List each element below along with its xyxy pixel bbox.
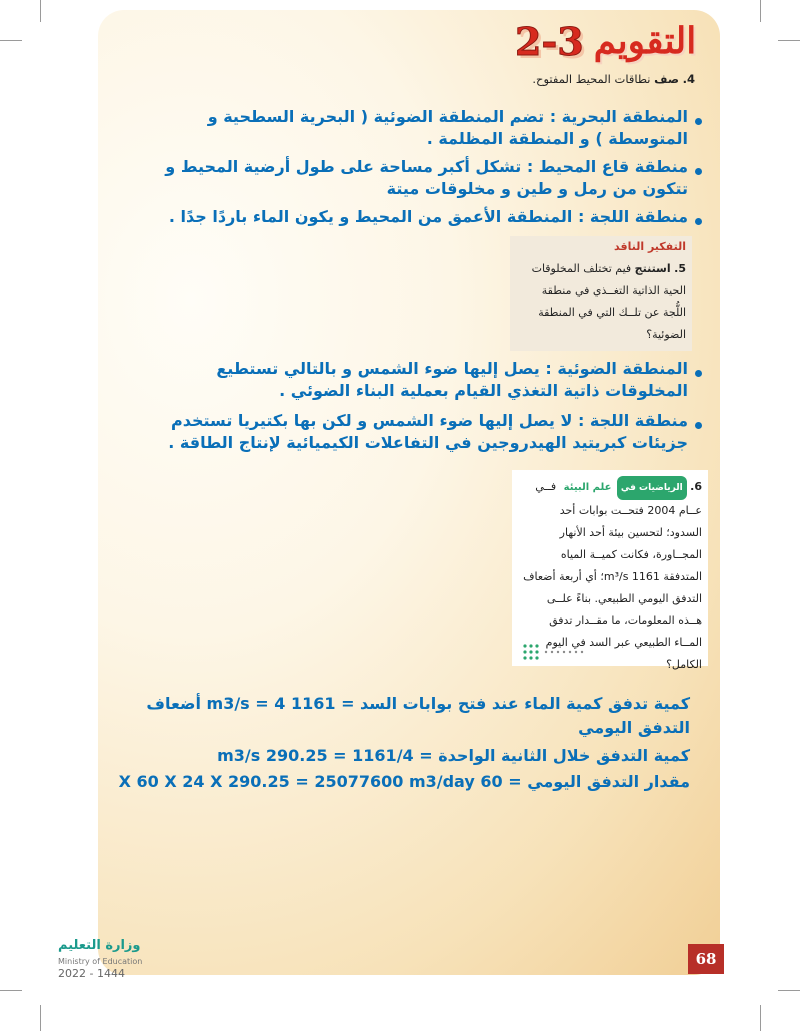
critical-thinking-question (516, 258, 686, 346)
title-word: التقويم (593, 20, 697, 62)
question-text: فيم تختلف المخلوقات الحية الذاتية التغــذي في منطقة اللُّجة عن تلــك التي في المنطقة الضوئية؟ (531, 262, 686, 341)
crop-mark (778, 990, 800, 991)
answer-item: منطقة قاع المحيط : تشكل أكبر مساحة على طول أرضية المحيط و تتكون من رمل و طين و مخلوقات ميتة (165, 157, 688, 198)
critical-thinking-heading: التفكير الناقد (614, 240, 686, 253)
question-number: 5. (674, 262, 686, 275)
calculation-line: كمية تدفق كمية الماء عند فتح بوابات السد = 1161 m3/s = 4 أضعاف التدفق اليومي (146, 694, 690, 737)
answer-item: المنطقة الضوئية : يصل إليها ضوء الشمس و بالتالي تستطيع المخلوقات ذاتية التغذي القيام بعملية البناء الضوئي . (216, 359, 688, 400)
answer-item: منطقة اللجة : لا يصل إليها ضوء الشمس و لكن بها بكتيريا تستخدم جزيئات كبريتيد الهيدروجين في التفاعلات الكيميائية لإنتاج الطاقة . (168, 411, 688, 452)
answer-item: المنطقة البحرية : تضم المنطقة الضوئية ( البحرية السطحية و المتوسطة ) و المنطقة المظلمة . (207, 107, 688, 148)
question-keyword: استنتج (634, 262, 671, 275)
section-title (515, 16, 696, 66)
question-number: 4. (682, 72, 695, 86)
question-keyword: صف (654, 72, 679, 86)
bullet (695, 218, 702, 225)
page-number: 68 (688, 944, 724, 974)
edition-year: 2022 - 1444 (58, 967, 125, 980)
bullet (695, 168, 702, 175)
crop-mark (40, 1005, 41, 1031)
calculation-line: كمية التدفق خلال الثانية الواحدة = 1161/4 = 290.25 m3/s (217, 746, 690, 765)
crop-mark (0, 990, 22, 991)
question-4 (532, 72, 695, 86)
calculation-line: مقدار التدفق اليومي = 60 X 60 X 24 X 290.25 = 25077600 m3/day (118, 772, 690, 791)
crop-mark (0, 40, 22, 41)
crop-mark (40, 0, 41, 22)
crop-mark (778, 40, 800, 41)
math-badge: الرياضيات في (617, 476, 687, 500)
ministry-logo-english: Ministry of Education (58, 957, 143, 966)
decorative-dots (520, 640, 590, 662)
bullet (695, 370, 702, 377)
question-number: 6. (690, 480, 702, 493)
math-question-box (512, 470, 708, 671)
answer-item: منطقة اللجة : المنطقة الأعمق من المحيط و يكون الماء باردًا جدًا . (168, 207, 688, 226)
math-badge-label: علم البيئة (563, 482, 612, 493)
question-text: نطاقات المحيط المفتوح. (532, 72, 651, 86)
bullet (695, 118, 702, 125)
question-text: فــي عــام 2004 فتحــت بوابات أحد السدود؛ لتحسين بيئة أحد الأنهار المجــاورة، فكانت كميــة المياه المتدفقة 1161 m³/s؛ أي أربعة أضعاف التدفق اليومي الطبيعي. بناءً علــى هــذه المعلومات، ما مقــدار تدفق المــاء الطبيعي عبر السد في اليوم الكامل؟ (523, 480, 702, 671)
crop-mark (760, 0, 761, 22)
critical-thinking-box (510, 236, 692, 351)
title-number: 2-3 (515, 18, 584, 64)
crop-mark (760, 1005, 761, 1031)
ministry-logo-arabic: وزارة التعليم (58, 938, 141, 953)
bullet (695, 422, 702, 429)
